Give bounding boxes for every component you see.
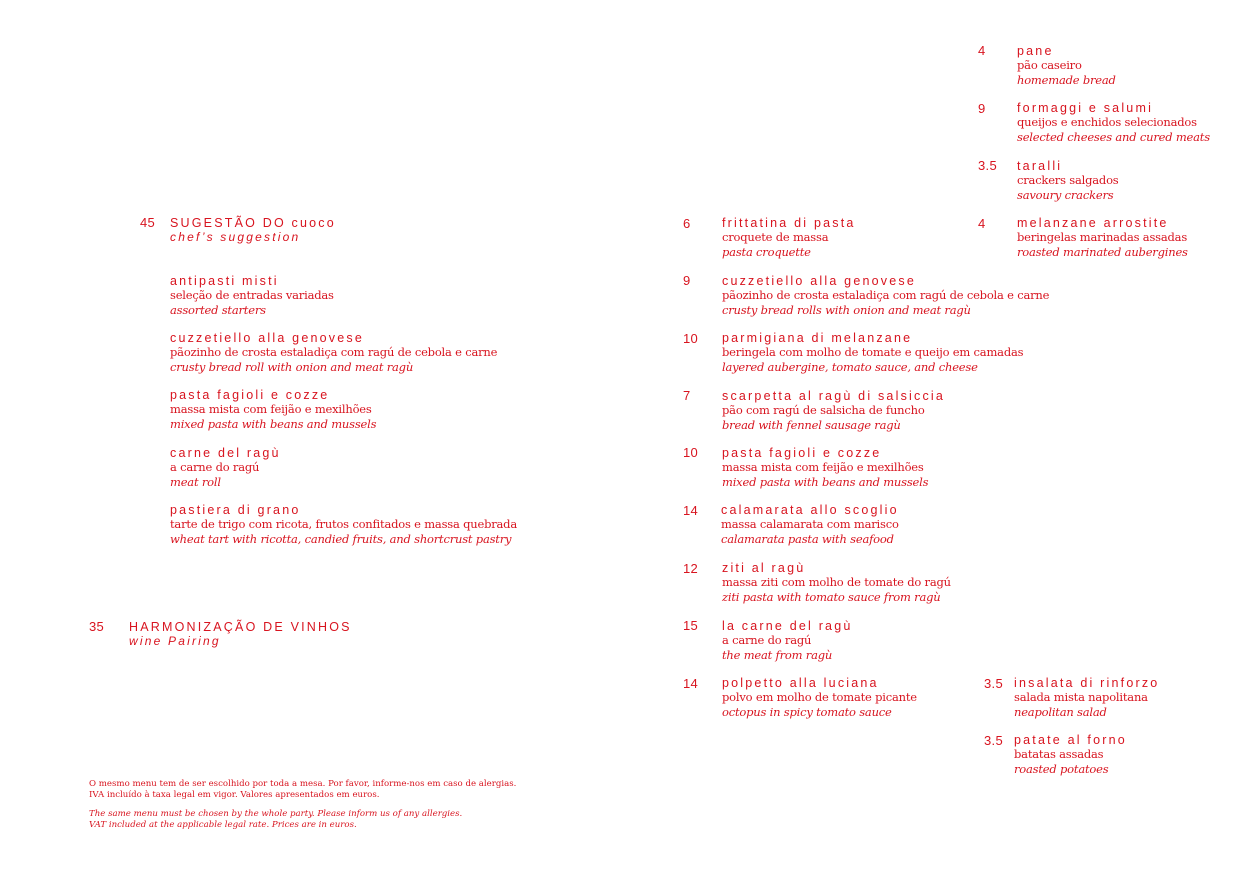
menu-item-en: mixed pasta with beans and mussels: [170, 416, 377, 431]
menu-item-en: roasted marinated aubergines: [1017, 244, 1188, 259]
menu-item-name: scarpetta al ragù di salsiccia: [722, 389, 946, 403]
menu-item-price: 10: [683, 445, 699, 460]
menu-item-en: crusty bread roll with onion and meat ragù: [170, 359, 414, 374]
menu-item-price: 3.5: [984, 733, 1003, 748]
menu-item-pt: pão com ragú de salsicha de funcho: [722, 403, 925, 417]
menu-item: [170, 388, 650, 431]
menu-item-en: pasta croquette: [722, 244, 811, 259]
menu-item-name: ziti al ragù: [722, 561, 806, 575]
menu-item-name: la carne del ragù: [722, 619, 853, 633]
menu-item: [170, 331, 650, 374]
menu-item-name: pasta fagioli e cozze: [722, 446, 882, 460]
menu-item-pt: massa mista com feijão e mexilhões: [722, 460, 924, 474]
menu-item: [722, 619, 1202, 662]
menu-item-en: assorted starters: [170, 302, 266, 317]
footer-pt-line: O mesmo menu tem de ser escolhido por toda a mesa. Por favor, informe-nos em caso de alergias.: [89, 779, 517, 789]
menu-item-name: frittatina di pasta: [722, 216, 856, 230]
menu-item: [1017, 44, 1232, 87]
chef-suggestion-title: SUGESTÃO DO cuoco: [170, 216, 336, 230]
menu-item-price: 3.5: [978, 158, 997, 173]
menu-item: [1017, 101, 1232, 144]
menu-item: [170, 446, 650, 489]
menu-item-name: carne del ragù: [170, 446, 281, 460]
footer-en-line: VAT included at the applicable legal rate. Prices are in euros.: [89, 819, 357, 830]
menu-item-name: cuzzetiello alla genovese: [722, 274, 916, 288]
footer-en-line: The same menu must be chosen by the whole party. Please inform us of any allergies.: [89, 809, 463, 819]
menu-item-pt: croquete de massa: [722, 230, 829, 244]
menu-item: [722, 561, 1202, 604]
menu-item-pt: beringela com molho de tomate e queijo em camadas: [722, 345, 1024, 359]
menu-item-pt: massa calamarata com marisco: [721, 517, 899, 531]
chef-suggestion-subtitle: chef’s suggestion: [170, 230, 301, 244]
menu-item-name: parmigiana di melanzane: [722, 331, 913, 345]
menu-item-name: pasta fagioli e cozze: [170, 388, 330, 402]
menu-item-price: 10: [683, 331, 699, 346]
menu-item-name: cuzzetiello alla genovese: [170, 331, 364, 345]
menu-item-en: ziti pasta with tomato sauce from ragù: [722, 589, 941, 604]
menu-item-pt: a carne do ragú: [170, 460, 260, 474]
menu-item-en: homemade bread: [1017, 72, 1116, 87]
menu-item-pt: batatas assadas: [1014, 747, 1104, 761]
menu-item-pt: polvo em molho de tomate picante: [722, 690, 917, 704]
menu-item: [1017, 159, 1232, 202]
menu-item: [170, 274, 650, 317]
menu-item-price: 15: [683, 618, 699, 633]
menu-item-pt: queijos e enchidos selecionados: [1017, 115, 1197, 129]
menu-item: [1014, 676, 1229, 719]
menu-item-name: insalata di rinforzo: [1014, 676, 1160, 690]
menu-item-name: pane: [1017, 44, 1054, 58]
menu-item-en: roasted potatoes: [1014, 761, 1109, 776]
menu-item-price: 7: [683, 388, 691, 403]
menu-item-pt: massa ziti com molho de tomate do ragú: [722, 575, 951, 589]
menu-item: [1017, 216, 1232, 259]
menu-item-en: octopus in spicy tomato sauce: [722, 704, 892, 719]
menu-item-price: 6: [683, 216, 691, 231]
wine-pairing-subtitle: wine Pairing: [129, 634, 221, 648]
menu-item-pt: a carne do ragú: [722, 633, 812, 647]
menu-item-en: calamarata pasta with seafood: [721, 531, 894, 546]
menu-item-name: polpetto alla luciana: [722, 676, 879, 690]
menu-item-price: 3.5: [984, 676, 1003, 691]
menu-footer-notes: [89, 779, 516, 830]
menu-item-en: wheat tart with ricotta, candied fruits, and shortcrust pastry: [170, 531, 512, 546]
menu-item-price: 4: [978, 216, 986, 231]
wine-pairing-title: HARMONIZAÇÃO DE VINHOS: [129, 620, 352, 634]
menu-item-en: selected cheeses and cured meats: [1017, 129, 1210, 144]
chef-suggestion-header: [170, 216, 650, 245]
menu-item-en: layered aubergine, tomato sauce, and cheese: [722, 359, 978, 374]
menu-item-name: antipasti misti: [170, 274, 279, 288]
menu-item-pt: salada mista napolitana: [1014, 690, 1148, 704]
wine-pairing-price: 35: [89, 619, 105, 634]
menu-item-en: neapolitan salad: [1014, 704, 1107, 719]
menu-item: [1014, 733, 1229, 776]
menu-item-name: melanzane arrostite: [1017, 216, 1169, 230]
menu-item-price: 4: [978, 43, 986, 58]
menu-item-en: bread with fennel sausage ragù: [722, 417, 901, 432]
menu-item-en: meat roll: [170, 474, 221, 489]
menu-item: [722, 274, 1202, 317]
menu-item-pt: pão caseiro: [1017, 58, 1082, 72]
menu-item: [170, 503, 650, 546]
menu-item-name: taralli: [1017, 159, 1063, 173]
menu-item-en: the meat from ragù: [722, 647, 833, 662]
menu-item-en: mixed pasta with beans and mussels: [722, 474, 929, 489]
menu-item-en: crusty bread rolls with onion and meat ragù: [722, 302, 971, 317]
menu-item: [722, 389, 1202, 432]
menu-item-en: savoury crackers: [1017, 187, 1114, 202]
menu-item-price: 14: [683, 503, 699, 518]
wine-pairing-header: [129, 620, 609, 649]
menu-item-price: 9: [978, 101, 986, 116]
menu-item-pt: pãozinho de crosta estaladiça com ragú de cebola e carne: [170, 345, 498, 359]
menu-item-price: 9: [683, 273, 691, 288]
menu-item: [721, 503, 1201, 546]
menu-item-pt: massa mista com feijão e mexilhões: [170, 402, 372, 416]
menu-item-pt: beringelas marinadas assadas: [1017, 230, 1188, 244]
menu-item-pt: seleção de entradas variadas: [170, 288, 334, 302]
menu-item-pt: pãozinho de crosta estaladiça com ragú de cebola e carne: [722, 288, 1050, 302]
menu-item-pt: crackers salgados: [1017, 173, 1119, 187]
menu-item-price: 12: [683, 561, 699, 576]
menu-item-name: patate al forno: [1014, 733, 1127, 747]
menu-item-name: pastiera di grano: [170, 503, 301, 517]
menu-item: [722, 331, 1202, 374]
menu-item-pt: tarte de trigo com ricota, frutos confitados e massa quebrada: [170, 517, 518, 531]
menu-item-name: calamarata allo scoglio: [721, 503, 899, 517]
menu-item-name: formaggi e salumi: [1017, 101, 1154, 115]
footer-pt-line: IVA incluído à taxa legal em vigor. Valores apresentados em euros.: [89, 789, 380, 800]
menu-item: [722, 446, 1202, 489]
menu-item-price: 14: [683, 676, 699, 691]
chef-suggestion-price: 45: [140, 215, 156, 230]
